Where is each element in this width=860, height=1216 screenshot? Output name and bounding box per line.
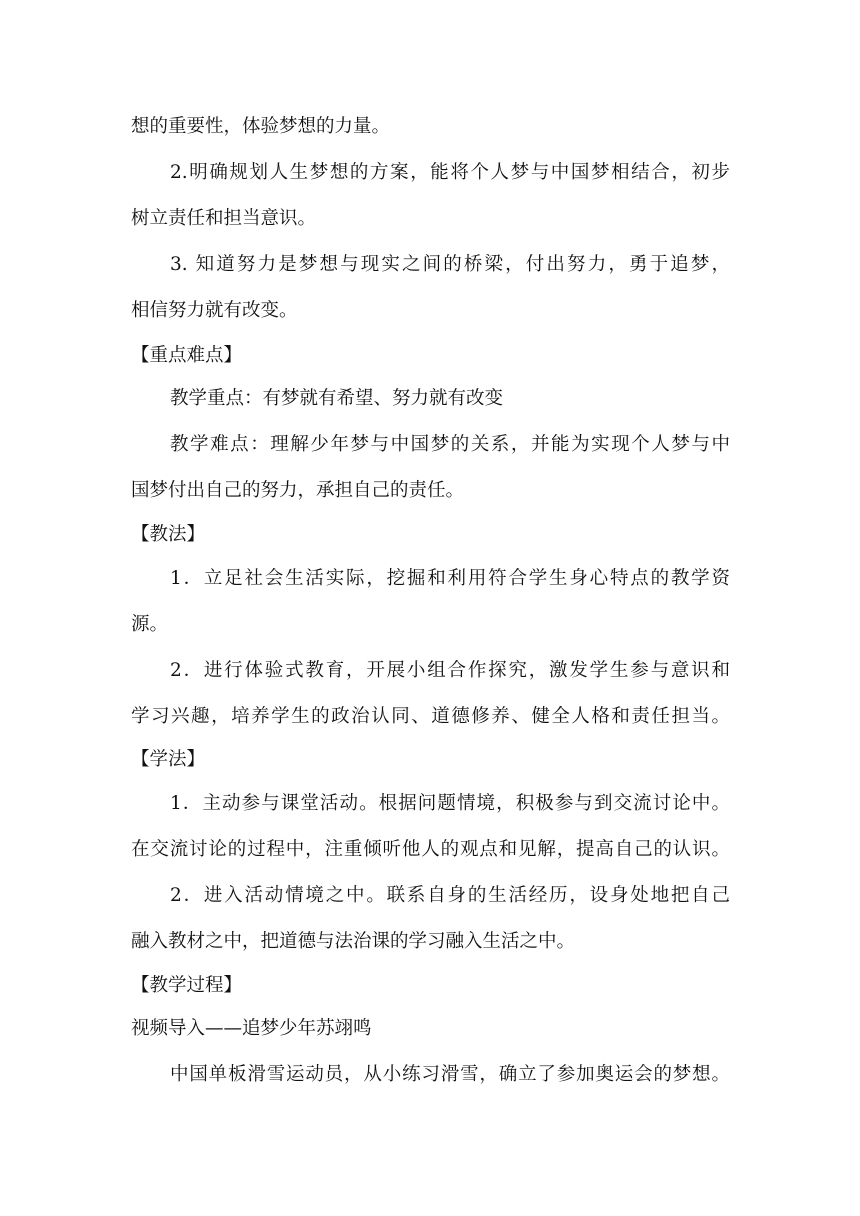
section-heading-learning-method: 【学法】 [131, 749, 206, 770]
video-intro-title: 视频导入——追梦少年苏翊鸣 [131, 1018, 372, 1039]
section-heading-teaching-method: 【教法】 [131, 524, 206, 545]
section-heading-teaching-process: 【教学过程】 [131, 975, 243, 996]
method-2-continuation: 学习兴趣，培养学生的政治认同、道德修养、健全人格和责任担当。 [131, 706, 730, 727]
learning-2-line: 2．进入活动情境之中。联系自身的生活经历，设身处地把自己 [170, 885, 730, 906]
video-intro-paragraph: 中国单板滑雪运动员，从小练习滑雪，确立了参加奥运会的梦想。 [170, 1064, 730, 1085]
learning-1-line: 1．主动参与课堂活动。根据问题情境，积极参与到交流讨论中。 [170, 793, 730, 814]
objective-3-continuation: 相信努力就有改变。 [131, 300, 298, 321]
method-2-line: 2．进行体验式教育，开展小组合作探究，激发学生参与意识和 [170, 660, 730, 681]
paragraph-line: 想的重要性，体验梦想的力量。 [131, 116, 391, 137]
method-1-line: 1．立足社会生活实际，挖掘和利用符合学生身心特点的教学资 [170, 568, 730, 589]
objective-2-continuation: 树立责任和担当意识。 [131, 208, 317, 229]
learning-1-continuation: 在交流讨论的过程中，注重倾听他人的观点和见解，提高自己的认识。 [131, 839, 730, 860]
teaching-difficulty: 教学难点：理解少年梦与中国梦的关系，并能为实现个人梦与中 [170, 434, 730, 455]
section-heading-key-points: 【重点难点】 [131, 345, 243, 366]
teaching-key-point: 教学重点：有梦就有希望、努力就有改变 [170, 388, 504, 409]
method-1-continuation: 源。 [131, 614, 169, 635]
objective-3-line: 3. 知道努力是梦想与现实之间的桥梁，付出努力，勇于追梦， [170, 254, 730, 275]
objective-2-line: 2.明确规划人生梦想的方案，能将个人梦与中国梦相结合，初步 [170, 162, 730, 183]
teaching-difficulty-continuation: 国梦付出自己的努力，承担自己的责任。 [131, 480, 465, 501]
learning-2-continuation: 融入教材之中，把道德与法治课的学习融入生活之中。 [131, 931, 576, 952]
